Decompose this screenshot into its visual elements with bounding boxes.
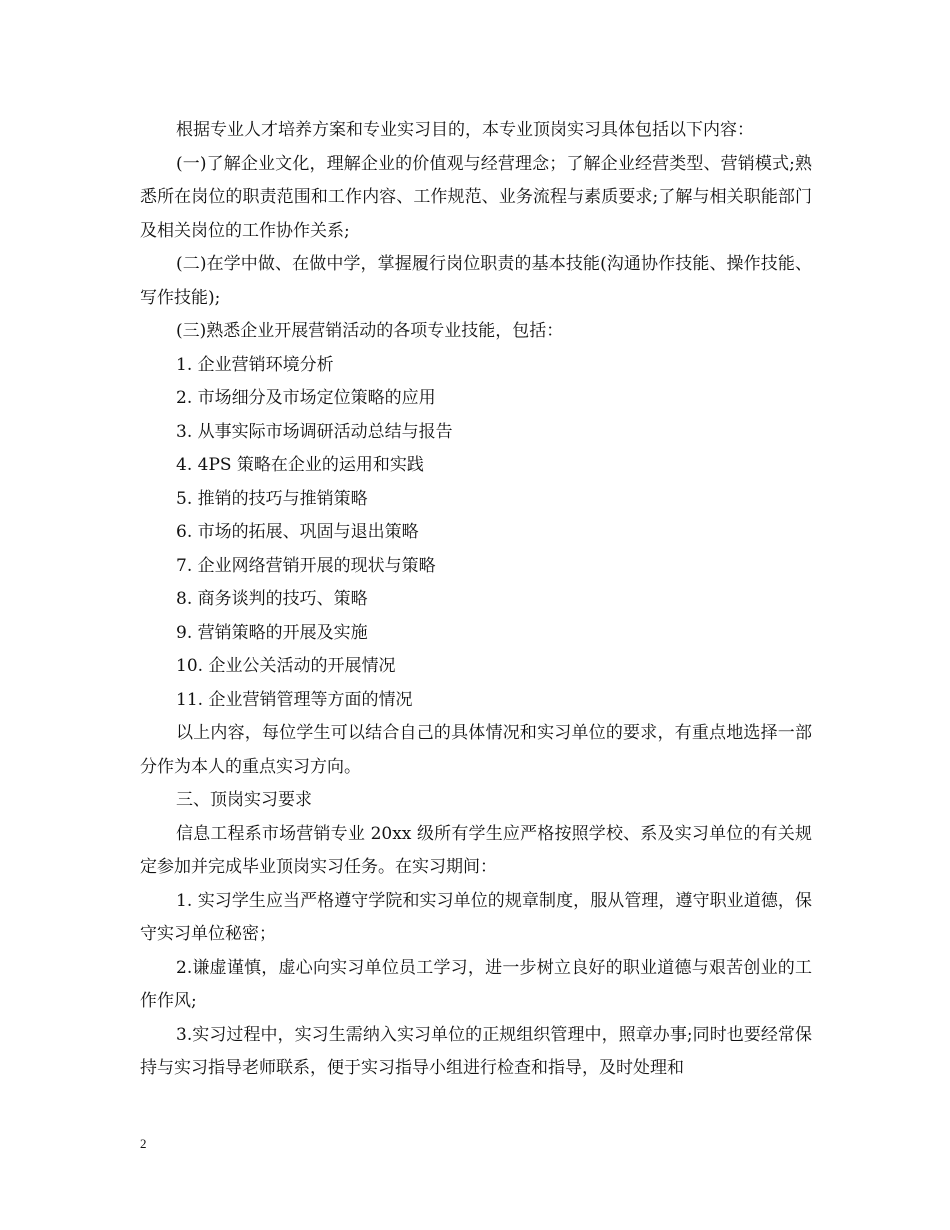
list-item: 11. 企业营销管理等方面的情况: [176, 689, 413, 710]
summary-paragraph: 以上内容，每位学生可以结合自己的具体情况和实习单位的要求，有重点地选择一部分作为本人的重点实习方向。: [140, 723, 812, 777]
content-item-1: (一)了解企业文化，理解企业的价值观与经营理念；了解企业经营类型、营销模式;熟悉所在岗位的职责范围和工作内容、工作规范、业务流程与素质要求;了解与相关职能部门及相关岗位的工作协作关系;: [140, 153, 812, 241]
requirement-item: 3.实习过程中，实习生需纳入实习单位的正规组织管理中，照章办事;同时也要经常保持与实习指导老师联系，便于实习指导小组进行检查和指导，及时处理和: [140, 1024, 812, 1078]
content-item-2: (二)在学中做、在做中学，掌握履行岗位职责的基本技能(沟通协作技能、操作技能、写作技能);: [140, 254, 812, 308]
requirement-item: 1. 实习学生应当严格遵守学院和实习单位的规章制度，服从管理，遵守职业道德，保守实习单位秘密；: [140, 890, 812, 944]
intro-paragraph: 根据专业人才培养方案和专业实习目的，本专业顶岗实习具体包括以下内容：: [176, 120, 754, 140]
list-item: 6. 市场的拓展、巩固与退出策略: [176, 522, 419, 542]
requirements-intro: 信息工程系市场营销专业 20xx 级所有学生应严格按照学校、系及实习单位的有关规定参加并完成毕业顶岗实习任务。在实习期间：: [140, 823, 812, 877]
list-item: 4. 4PS 策略在企业的运用和实践: [176, 455, 424, 475]
list-item: 8. 商务谈判的技巧、策略: [176, 589, 368, 609]
list-item: 10. 企业公关活动的开展情况: [176, 656, 396, 676]
list-item: 3. 从事实际市场调研活动总结与报告: [176, 421, 453, 442]
list-item: 9. 营销策略的开展及实施: [176, 622, 368, 643]
list-item: 1. 企业营销环境分析: [176, 354, 334, 375]
list-item: 7. 企业网络营销开展的现状与策略: [176, 555, 436, 576]
content-item-3: (三)熟悉企业开展营销活动的各项专业技能，包括：: [176, 321, 564, 341]
page-number: 2: [140, 1136, 147, 1151]
requirement-item: 2.谦虚谨慎，虚心向实习单位员工学习，进一步树立良好的职业道德与艰苦创业的工作作风;: [140, 957, 812, 1011]
section-heading: 三、顶岗实习要求: [176, 790, 312, 810]
list-item: 5. 推销的技巧与推销策略: [176, 488, 368, 509]
list-item: 2. 市场细分及市场定位策略的应用: [176, 388, 436, 408]
document-body: [140, 114, 812, 1086]
